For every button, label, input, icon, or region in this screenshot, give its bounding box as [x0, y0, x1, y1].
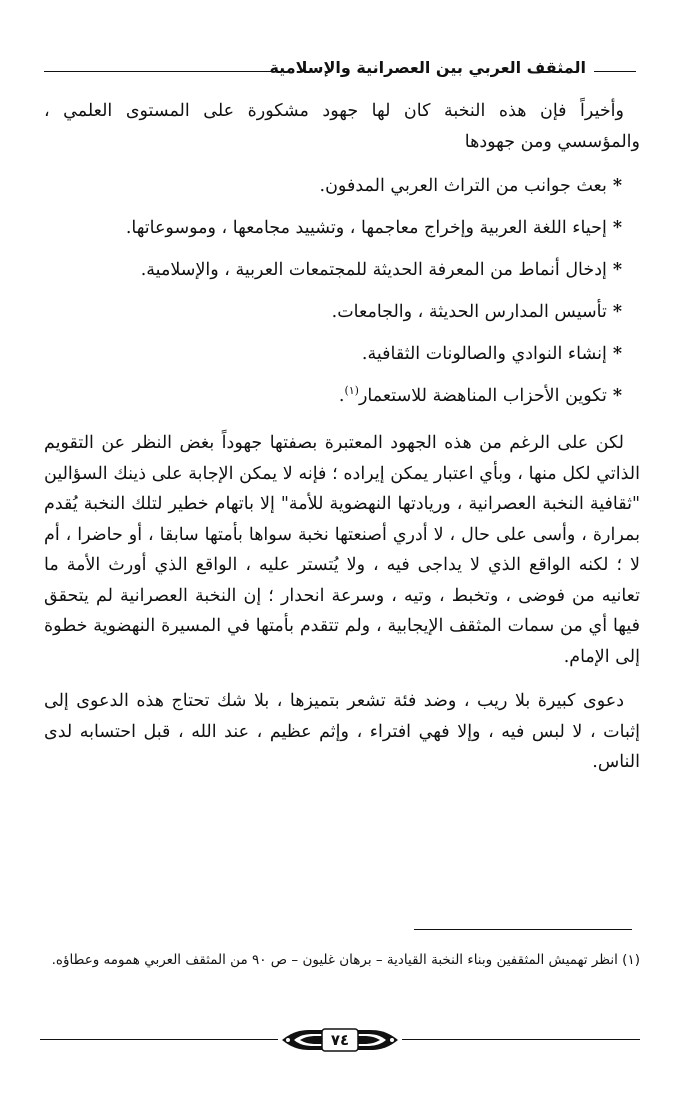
list-item-text: إدخال أنماط من المعرفة الحديثة للمجتمعات العربية ، والإسلامية.: [140, 260, 607, 280]
list-item: [44, 297, 622, 339]
list-item-end-punct: .: [338, 386, 345, 406]
body-paragraph: لكن على الرغم من هذه الجهود المعتبرة بصفتها جهوداً بغض النظر عن التقويم الذاتي لكل منها ، وبأي اعتبار يمكن إيراده ؛ فإنه لا يمكن الإجابة على ذينك السؤالين "ثقافية النخبة العصرانية ، وريادتها النهضوية للأمة" إلا باتهام خطير لتلك النخبة يُقدم بمرارة ، وأسى على حال ، لا أدري أصنعتها نخبة سواها بأمتها سابقا ، أو حاضرا ، أم لا ؛ لكنه الواقع الذي لا يداجى فيه ، ولا يُتستر عليه ، الواقع الذي أورث الأمة ما تعانيه من فوضى ، وتخبط ، وتيه ، وسرعة انحدار ؛ إن النخبة العصرانية لم يتحقق فيها أي من سمات المثقف الإيجابية ، ولم تتقدم بأمتها في المسيرة النهضوية خطوة إلى الإمام.: [44, 433, 640, 667]
list-item-text: إنشاء النوادي والصالونات الثقافية.: [361, 344, 607, 364]
running-header: [44, 56, 636, 86]
list-item: [44, 255, 622, 297]
list-item-text: بعث جوانب من التراث العربي المدفون.: [319, 176, 607, 196]
intro-paragraph: وأخيراً فإن هذه النخبة كان لها جهود مشكورة على المستوى العلمي ، والمؤسسي ومن جهودها: [44, 101, 640, 152]
list-item: [44, 339, 622, 381]
bullet-star-icon: *: [612, 302, 622, 322]
list-item-text: تأسيس المدارس الحديثة ، والجامعات.: [331, 302, 607, 322]
footnote: (١) انظر تهميش المثقفين وبناء النخبة القيادية – برهان غليون – ص ٩٠ من المثقف العربي همومه وعطاؤه.: [51, 952, 640, 968]
bullet-star-icon: *: [612, 386, 622, 406]
body-text: [44, 96, 640, 778]
list-item-text: إحياء اللغة العربية وإخراج معاجمها ، وتشييد مجامعها ، وموسوعاتها.: [125, 218, 607, 238]
header-rule-left: [44, 71, 284, 72]
list-item: [44, 171, 622, 213]
page-number-ornament: [40, 1024, 640, 1056]
list-item: [44, 213, 622, 255]
contributions-list: [44, 171, 640, 412]
running-header-title: المثقف العربي بين العصرانية والإسلامية: [269, 58, 586, 77]
bullet-star-icon: *: [612, 344, 622, 364]
bullet-star-icon: *: [612, 218, 622, 238]
body-paragraph: دعوى كبيرة بلا ريب ، وضد فئة تشعر بتميزها ، بلا شك تحتاج هذه الدعوى إلى إثبات ، لا لبس فيه ، وإلا فهي افتراء ، وإثم عظيم ، عند الله ، قبل احتسابه لدى الناس.: [44, 691, 640, 772]
page-number: ٧٤: [330, 1031, 350, 1049]
footnote-reference[interactable]: (١): [344, 384, 359, 398]
footnote-separator: [414, 929, 632, 930]
bullet-star-icon: *: [612, 260, 622, 280]
header-rule-right: [594, 71, 636, 72]
ornament-line-left: [40, 1039, 278, 1040]
bullet-star-icon: *: [612, 176, 622, 196]
ornament-line-right: [402, 1039, 640, 1040]
list-item-text: تكوين الأحزاب المناهضة للاستعمار: [358, 386, 607, 406]
list-item: [44, 381, 622, 412]
